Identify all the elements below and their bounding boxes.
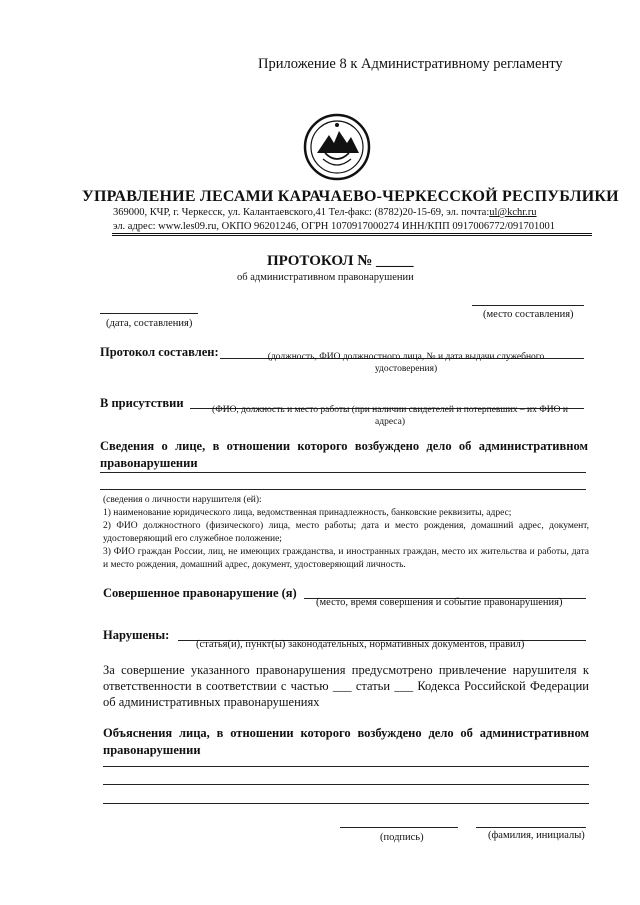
date-field[interactable] [100,313,198,314]
person-caption-intro: (сведения о личности нарушителя (ей): [103,495,262,505]
date-caption: (дата, составления) [106,318,193,329]
violated-label: Нарушены: [103,628,170,642]
organization-name: УПРАВЛЕНИЕ ЛЕСАМИ КАРАЧАЕВО-ЧЕРКЕССКОЙ РЕСПУБЛИКИ [82,188,619,205]
composed-caption: (должность, ФИО должностного лица, № и дата выдачи служебного удостоверения) [267,352,545,374]
person-caption-item-3: 3) ФИО граждан России, лиц, не имеющих гражданства, и иностранных граждан, место их жительства и работы, дата и место рождения, домашний адрес, документ, удостоверяющий личность. [103,547,589,570]
explanation-line-3[interactable] [103,803,589,804]
person-field-line-2[interactable] [100,489,586,490]
header-divider [112,233,592,236]
address-text: 369000, КЧР, г. Черкесск, ул. Калантаевского,41 Тел-факс: (8782)20-15-69, эл. почта: [113,207,490,218]
explanation-heading: Объяснения лица, в отношении которого возбуждено дело об административном правонарушении [103,726,589,757]
appendix-note: Приложение 8 к Административному регламенту [258,56,563,72]
name-field[interactable] [476,827,586,828]
protocol-title: ПРОТОКОЛ № _____ [267,253,414,269]
presence-caption: (ФИО, должность и место работы (при наличии свидетелей и потерпевших – их ФИО и адреса) [212,405,568,427]
explanation-line-1[interactable] [103,766,589,767]
offense-label: Совершенное правонарушение (я) [103,586,297,600]
place-field[interactable] [472,305,584,306]
presence-label: В присутствии [100,396,184,410]
name-caption: (фамилия, инициалы) [488,830,585,841]
organization-details: эл. адрес: www.les09.ru, ОКПО 96201246, ОГРН 1070917000274 ИНН/КПП 0917006772/091701001 [113,221,555,232]
signature-field[interactable] [340,827,458,828]
explanation-line-2[interactable] [103,784,589,785]
person-field-line-1[interactable] [100,472,586,473]
composed-label: Протокол составлен: [100,345,219,359]
email-link[interactable]: ul@kchr.ru [489,207,537,218]
organization-address [113,207,537,218]
person-caption-item-1: 1) наименование юридического лица, ведомственная принадлежность, банковские реквизиты, адрес; [103,508,512,518]
violated-caption: (статья(и), пункт(ы) законодательных, нормативных документов, правил) [196,639,525,650]
person-caption [103,494,589,572]
signature-caption: (подпись) [380,832,424,843]
liability-text: За совершение указанного правонарушения предусмотрено привлечение нарушителя к ответственности в соответствии с частью ___ статьи ___ Кодекса Российской Федерации об административных правонарушениях [103,663,589,709]
person-heading: Сведения о лице, в отношении которого возбуждено дело об административном правонарушении [100,439,588,470]
person-caption-item-2: 2) ФИО должностного (физического) лица, место работы; дата и место рождения, домашний адрес, документ, удостоверяющий его служебное положение; [103,521,589,544]
karachay-cherkessia-emblem-icon [303,113,371,186]
offense-caption: (место, время совершения и событие правонарушения) [316,597,563,608]
protocol-subtitle: об административном правонарушении [237,272,414,283]
place-caption: (место составления) [483,309,574,320]
